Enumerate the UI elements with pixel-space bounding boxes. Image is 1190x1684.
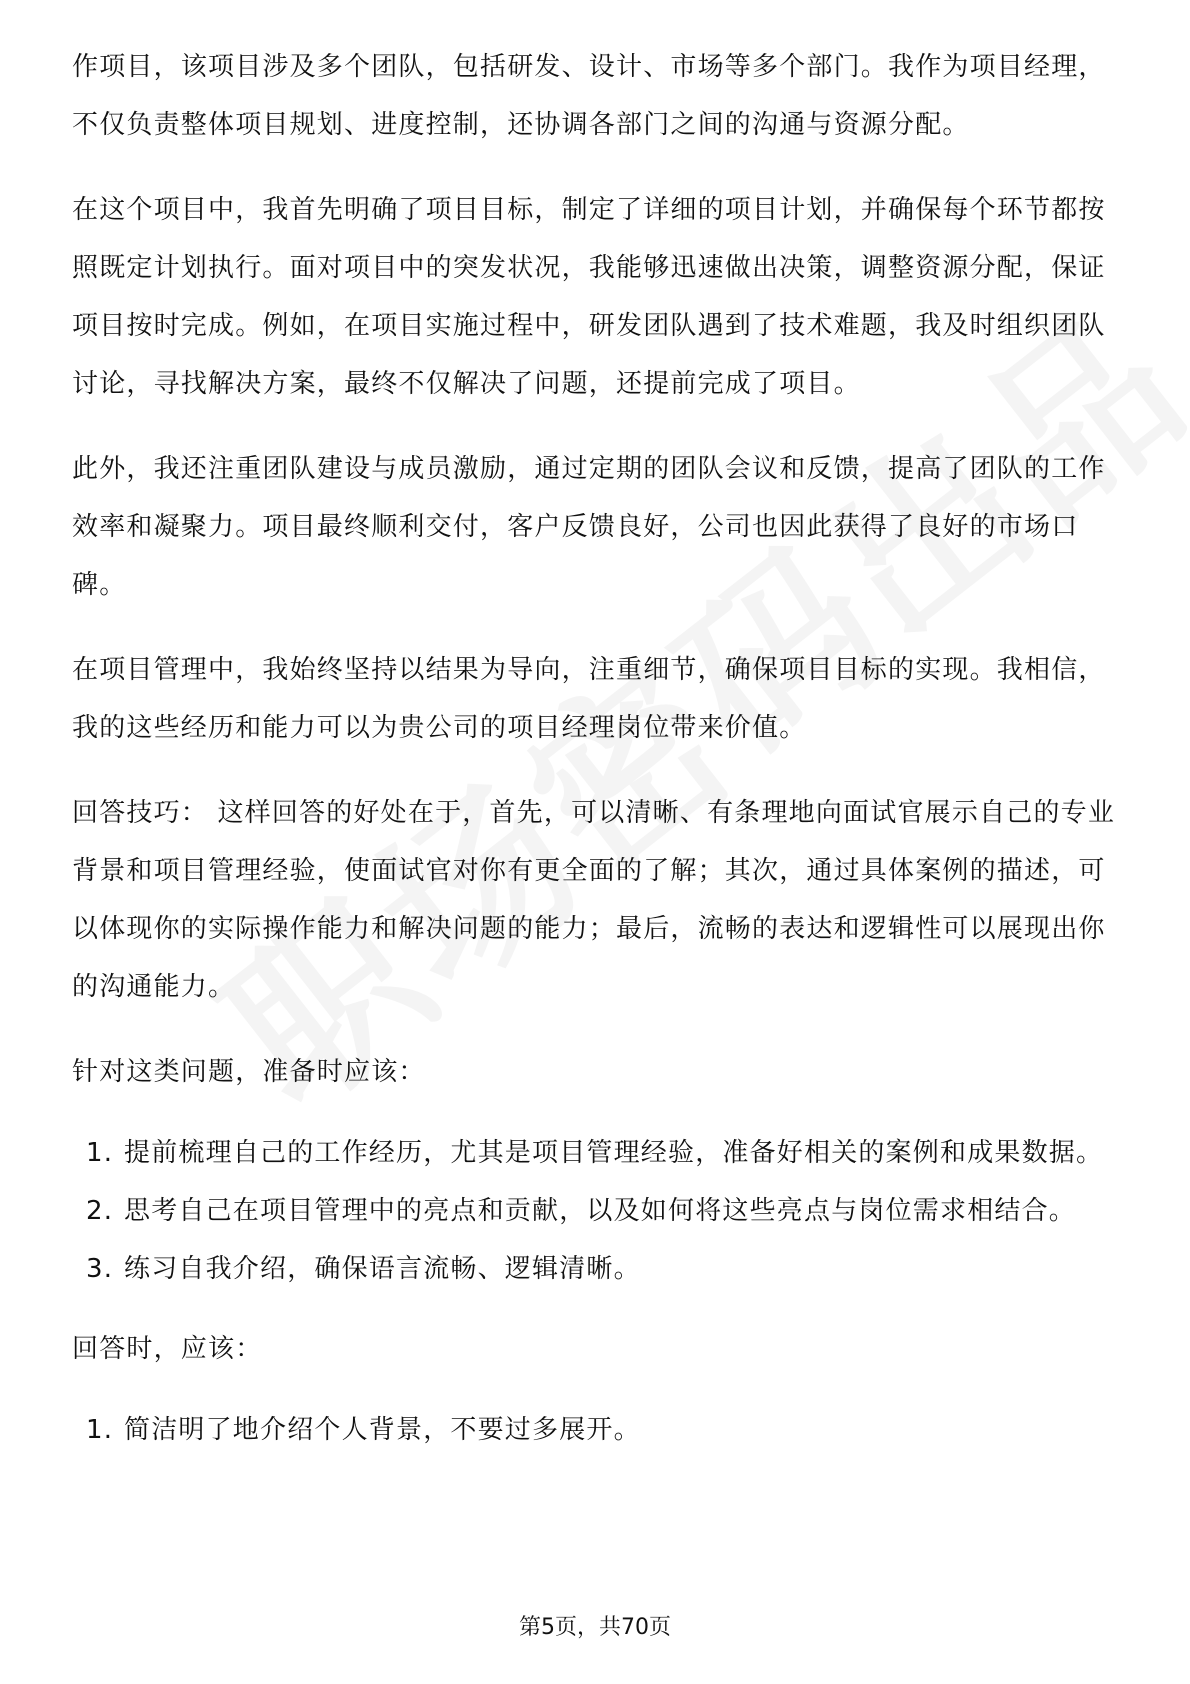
list-item: [72, 1182, 1122, 1240]
list-item-text: 练习自我介绍，确保语言流畅、逻辑清晰。: [124, 1254, 641, 1284]
paragraph-answer-heading: 回答时，应该：: [72, 1334, 263, 1364]
paragraph-project-execution: 在这个项目中，我首先明确了项目目标，制定了详细的项目计划，并确保每个环节都按照既定计划执行。面对项目中的突发状况，我能够迅速做出决策，调整资源分配，保证项目按时完成。例如，在项目实施过程中，研发团队遇到了技术难题，我及时组织团队讨论，寻找解决方案，最终不仅解决了问题，还提前完成了项目。: [72, 195, 1106, 399]
paragraph-prep-heading: 针对这类问题，准备时应该：: [72, 1057, 426, 1087]
answer-list: [72, 1401, 1122, 1459]
list-item: [72, 1240, 1122, 1298]
list-item-number: 2.: [86, 1196, 114, 1226]
document-body: [72, 38, 1122, 1481]
list-item-number: 3.: [86, 1254, 114, 1284]
list-item-number: 1.: [86, 1415, 114, 1445]
paragraph-conclusion: 在项目管理中，我始终坚持以结果为导向，注重细节，确保项目目标的实现。我相信，我的这些经历和能力可以为贵公司的项目经理岗位带来价值。: [72, 655, 1106, 743]
list-item: [72, 1124, 1122, 1182]
paragraph-project-intro: 作项目，该项目涉及多个团队，包括研发、设计、市场等多个部门。我作为项目经理，不仅负责整体项目规划、进度控制，还协调各部门之间的沟通与资源分配。: [72, 52, 1106, 140]
paragraph-team-building: 此外，我还注重团队建设与成员激励，通过定期的团队会议和反馈，提高了团队的工作效率和凝聚力。项目最终顺利交付，客户反馈良好，公司也因此获得了良好的市场口碑。: [72, 454, 1106, 600]
list-item: [72, 1401, 1122, 1459]
list-item-number: 1.: [86, 1138, 114, 1168]
paragraph-answer-tips: 回答技巧： 这样回答的好处在于，首先，可以清晰、有条理地向面试官展示自己的专业背景和项目管理经验，使面试官对你有更全面的了解；其次，通过具体案例的描述，可以体现你的实际操作能力和解决问题的能力；最后，流畅的表达和逻辑性可以展现出你的沟通能力。: [72, 798, 1116, 1002]
list-item-text: 提前梳理自己的工作经历，尤其是项目管理经验，准备好相关的案例和成果数据。: [124, 1138, 1104, 1168]
page-number: 第5页，共70页: [519, 1615, 671, 1640]
prep-list: [72, 1124, 1122, 1298]
list-item-text: 思考自己在项目管理中的亮点和贡献，以及如何将这些亮点与岗位需求相结合。: [124, 1196, 1077, 1226]
list-item-text: 简洁明了地介绍个人背景，不要过多展开。: [124, 1415, 641, 1445]
